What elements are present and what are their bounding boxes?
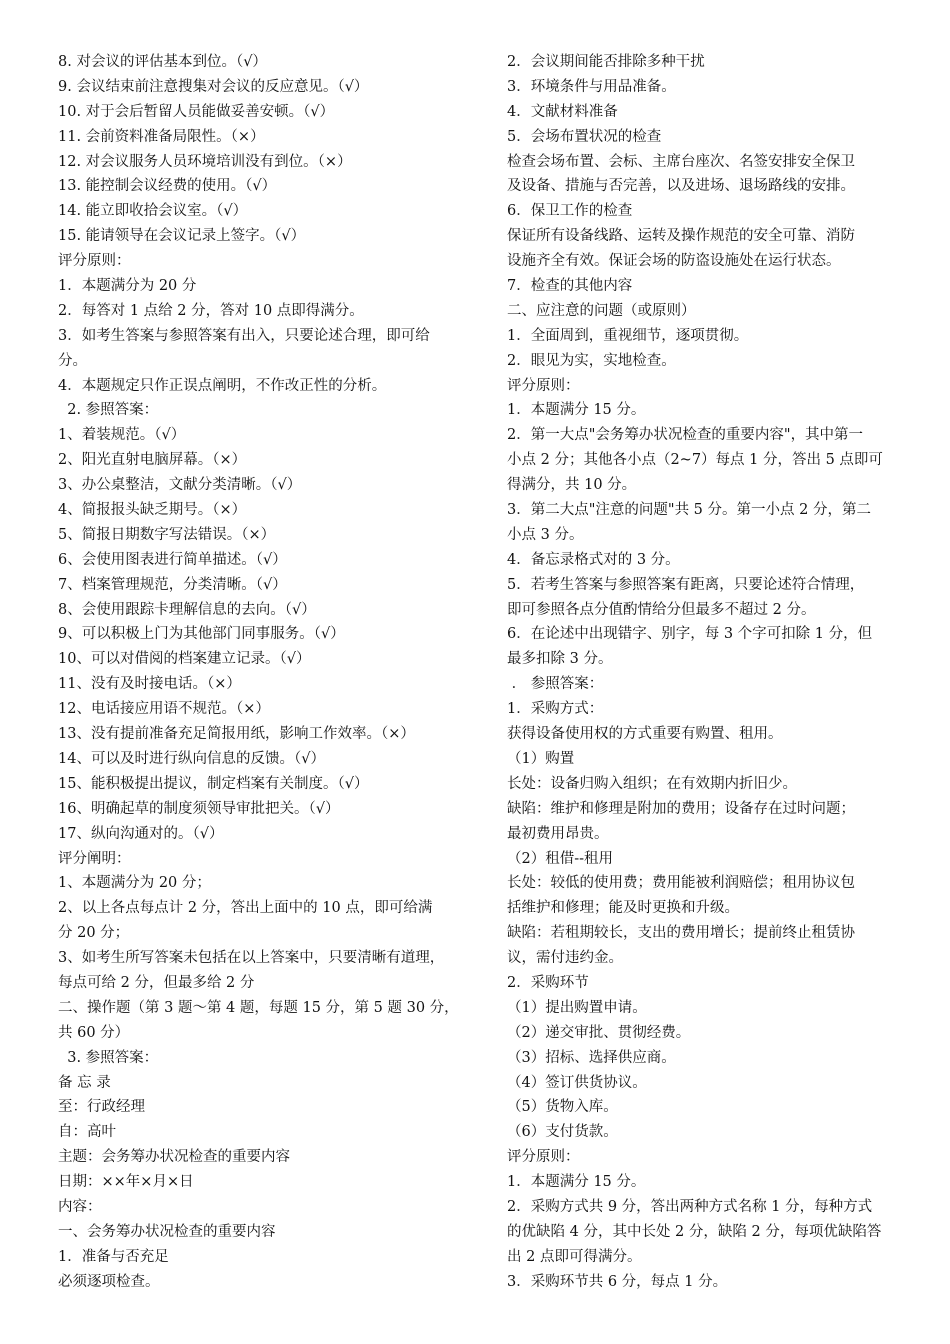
text-line: 长处：设备归购入组织；在有效期内折旧少。 <box>507 775 797 792</box>
text-line: 1、着装规范。（√） <box>58 427 186 444</box>
text-line: 7．检查的其他内容 <box>507 278 633 295</box>
text-line: 4．本题规定只作正误点阐明，不作改正性的分析。 <box>58 377 387 394</box>
text-line: 1．本题满分 15 分。 <box>507 1174 646 1191</box>
text-line: 3．环境条件与用品准备。 <box>507 78 676 95</box>
text-line: 1．本题满分 15 分。 <box>507 402 646 419</box>
text-line: 2．采购环节 <box>507 974 589 991</box>
text-line: 15、能积极提出提议，制定档案有关制度。（√） <box>58 775 369 792</box>
text-line: 13、没有提前准备充足简报用纸，影响工作效率。（×） <box>58 726 415 743</box>
text-line: 17、纵向沟通对的。（√） <box>58 825 224 842</box>
text-line: 11、没有及时接电话。（×） <box>58 676 241 693</box>
left-column <box>58 50 496 1295</box>
text-line: 2．采购方式共 9 分，答出两种方式名称 1 分，每种方式 <box>507 1198 873 1215</box>
text-line: 最多扣除 3 分。 <box>507 651 613 668</box>
text-line: 4．备忘录格式对的 3 分。 <box>507 551 680 568</box>
text-line: 2．眼见为实，实地检查。 <box>507 352 676 369</box>
text-line: 主题：会务筹办状况检查的重要内容 <box>58 1149 290 1166</box>
text-line: 缺陷：若租期较长，支出的费用增长；提前终止租赁协 <box>507 925 855 942</box>
text-line: 检查会场布置、会标、主席台座次、名签安排安全保卫 <box>507 153 855 170</box>
text-line: 内容： <box>58 1198 102 1215</box>
text-line: ． 参照答案： <box>507 676 604 693</box>
right-column <box>507 50 921 1295</box>
text-line: 小点 3 分。 <box>507 526 584 543</box>
text-line: 评分原则： <box>507 377 580 394</box>
text-line: 11. 会前资料准备局限性。（×） <box>58 128 265 145</box>
text-line: 二、应注意的问题（或原则） <box>507 302 696 319</box>
text-line: （1）购置 <box>507 750 575 767</box>
text-line: 13. 能控制会议经费的使用。（√） <box>58 178 277 195</box>
text-line: 最初费用昂贵。 <box>507 825 609 842</box>
text-line: 设施齐全有效。保证会场的防盗设施处在运行状态。 <box>507 253 841 270</box>
text-line: 8、会使用跟踪卡理解信息的去向。（√） <box>58 601 316 618</box>
text-line: 3．如考生答案与参照答案有出入，只要论述合理，即可给 <box>58 327 430 344</box>
text-line: （5）货物入库。 <box>507 1099 618 1116</box>
text-line: 3、办公桌整洁，文献分类清晰。（√） <box>58 477 302 494</box>
text-line: （3）招标、选择供应商。 <box>507 1049 676 1066</box>
text-line: 1．准备与否充足 <box>58 1248 169 1265</box>
text-line: 分 20 分； <box>58 925 130 942</box>
text-line: 即可参照各点分值酌情给分但最多不超过 2 分。 <box>507 601 816 618</box>
text-line: 共 60 分） <box>58 1024 130 1041</box>
text-line: 7、档案管理规范，分类清晰。（√） <box>58 576 287 593</box>
text-line: 一、会务筹办状况检查的重要内容 <box>58 1223 276 1240</box>
text-line: 4．文献材料准备 <box>507 103 618 120</box>
text-line: （4）签订供货协议。 <box>507 1074 647 1091</box>
text-line: 2．每答对 1 点给 2 分，答对 10 点即得满分。 <box>58 302 364 319</box>
text-line: 10. 对于会后暂留人员能做妥善安顿。（√） <box>58 103 335 120</box>
text-line: 缺陷：维护和修理是附加的费用；设备存在过时问题； <box>507 800 855 817</box>
text-line: 的优缺陷 4 分，其中长处 2 分，缺陷 2 分，每项优缺陷答 <box>507 1223 882 1240</box>
text-line: 备 忘 录 <box>58 1074 111 1091</box>
text-line: 评分原则： <box>58 253 131 270</box>
text-line: 2．会议期间能否排除多种干扰 <box>507 54 705 70</box>
text-line: 4、简报报头缺乏期号。（×） <box>58 502 247 519</box>
text-line: 16、明确起草的制度须领导审批把关。（√） <box>58 800 340 817</box>
text-line: （1）提出购置申请。 <box>507 999 647 1016</box>
text-line: 2．第一大点"会务筹办状况检查的重要内容"，其中第一 <box>507 427 864 444</box>
text-line: 及设备、措施与否完善，以及进场、退场路线的安排。 <box>507 178 855 195</box>
text-line: 8. 对会议的评估基本到位。（√） <box>58 54 267 70</box>
text-line: 15. 能请领导在会议记录上签字。（√） <box>58 228 306 245</box>
text-line: 6、会使用图表进行简单描述。（√） <box>58 551 287 568</box>
text-line: 6．在论述中出现错字、别字，每 3 个字可扣除 1 分，但 <box>507 626 873 643</box>
text-line: 评分原则： <box>507 1149 580 1166</box>
text-line: 12. 对会议服务人员环境培训没有到位。（×） <box>58 153 352 170</box>
text-line: 9. 会议结束前注意搜集对会议的反应意见。（√） <box>58 78 369 95</box>
text-line: 5．若考生答案与参照答案有距离，只要论述符合情理， <box>507 576 865 593</box>
text-line: 获得设备使用权的方式重要有购置、租用。 <box>507 726 783 743</box>
text-line: 1．本题满分为 20 分 <box>58 278 197 295</box>
text-line: 6．保卫工作的检查 <box>507 203 633 220</box>
text-line: 小点 2 分；其他各小点（2~7）每点 1 分，答出 5 点即可 <box>507 452 883 469</box>
text-line: 得满分，共 10 分。 <box>507 477 637 494</box>
text-line: 1．采购方式： <box>507 701 604 718</box>
text-line: 日期：××年×月×日 <box>58 1174 194 1191</box>
text-line: 每点可给 2 分，但最多给 2 分 <box>58 974 255 991</box>
text-line: 3、如考生所写答案未包括在以上答案中，只要清晰有道理， <box>58 950 445 967</box>
text-line: 9、可以积极上门为其他部门同事服务。（√） <box>58 626 345 643</box>
text-line: 长处：较低的使用费；费用能被利润赔偿；租用协议包 <box>507 875 855 892</box>
text-line: 5．会场布置状况的检查 <box>507 128 662 145</box>
text-line: 二、操作题（第 3 题～第 4 题，每题 15 分，第 5 题 30 分， <box>58 999 459 1016</box>
text-line: 必须逐项检查。 <box>58 1273 160 1290</box>
text-line: 10、可以对借阅的档案建立记录。（√） <box>58 651 311 668</box>
text-line: 2. 参照答案： <box>58 402 159 419</box>
text-line: 出 2 点即可得满分。 <box>507 1248 642 1265</box>
text-line: 自：高叶 <box>58 1124 116 1141</box>
text-line: 括维护和修理；能及时更换和升级。 <box>507 900 739 917</box>
text-line: 保证所有设备线路、运转及操作规范的安全可靠、消防 <box>507 228 855 245</box>
text-line: 评分阐明： <box>58 850 131 867</box>
text-line: 至：行政经理 <box>58 1099 145 1116</box>
text-line: 2、以上各点每点计 2 分，答出上面中的 10 点，即可给满 <box>58 900 433 917</box>
text-line: 3. 参照答案： <box>58 1049 159 1066</box>
text-line: 2、阳光直射电脑屏幕。（×） <box>58 452 247 469</box>
text-line: 1．全面周到，重视细节，逐项贯彻。 <box>507 327 749 344</box>
text-line: 3．第二大点"注意的问题"共 5 分。第一小点 2 分，第二 <box>507 502 871 519</box>
text-line: 1、本题满分为 20 分； <box>58 875 211 892</box>
text-line: 议，需付违约金。 <box>507 950 623 967</box>
text-line: （2）递交审批、贯彻经费。 <box>507 1024 691 1041</box>
text-line: 14、可以及时进行纵向信息的反馈。（√） <box>58 750 325 767</box>
text-line: 12、电话接应用语不规范。（×） <box>58 701 270 718</box>
text-line: 3．采购环节共 6 分，每点 1 分。 <box>507 1273 728 1290</box>
text-line: 分。 <box>58 352 87 369</box>
text-line: （2）租借--租用 <box>507 850 614 867</box>
text-line: 5、简报日期数字写法错误。（×） <box>58 526 276 543</box>
text-line: （6）支付货款。 <box>507 1124 618 1141</box>
text-line: 14. 能立即收拾会议室。（√） <box>58 203 248 220</box>
